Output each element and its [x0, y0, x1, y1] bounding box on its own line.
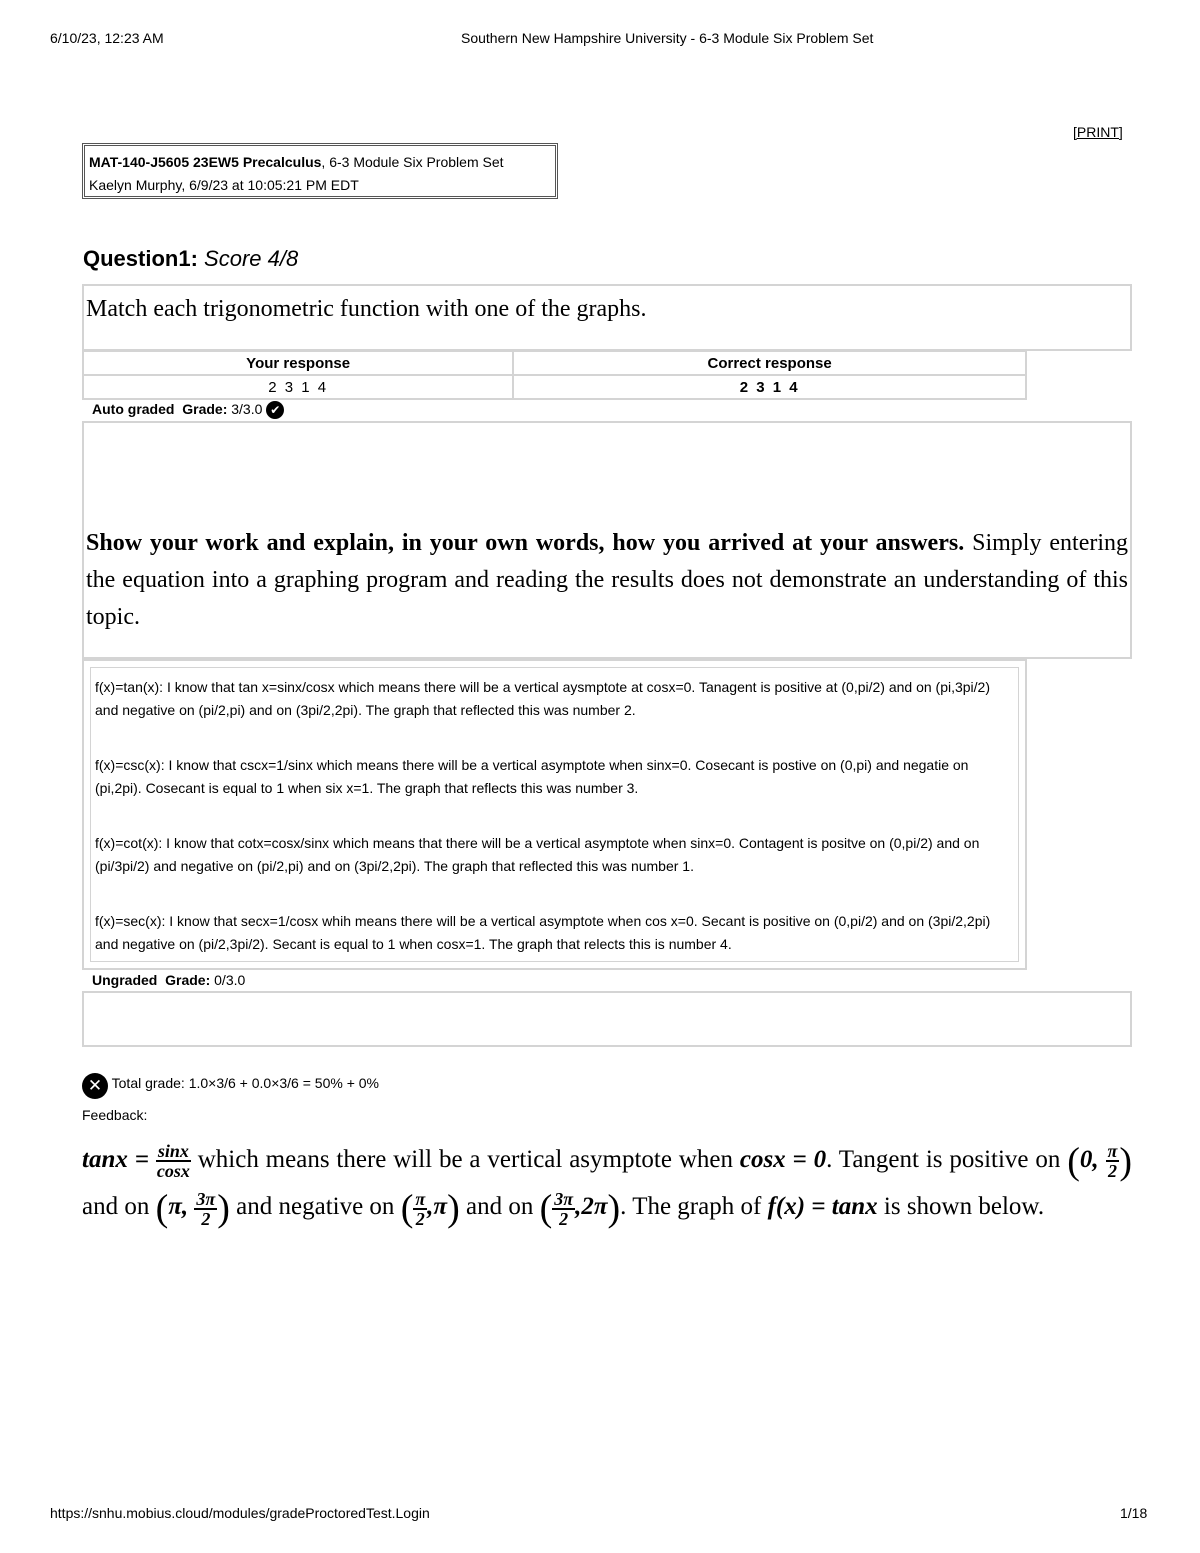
question-prompt: Match each trigonometric function with one of the graphs. — [82, 284, 1132, 351]
3pi-over-2-fraction: $\frac{3\pi}{2}$ — [196, 1188, 216, 1229]
ungraded-grade-value: 0/3.0 — [214, 972, 246, 988]
answer-paragraph: f(x)=tan(x): I know that tan x=sinx/cosx which means there will be a vertical aysmptote at cosx=0. Tanagent is positive at (0,pi/2) and on (pi,3pi/2) and negative on (pi/2,pi) and on (3pi/2,2pi). The graph that reflected this was number 2. — [95, 679, 991, 718]
grader-comment-box — [82, 991, 1132, 1047]
show-work-instructions — [82, 421, 1132, 659]
auto-grade-line — [92, 401, 284, 419]
auto-grade-value: 3/3.0 — [231, 401, 263, 417]
course-name: MAT-140-J5605 23EW5 Precalculus — [89, 154, 322, 170]
student-answer-box — [82, 659, 1027, 970]
auto-graded-label: Auto graded — [92, 401, 175, 417]
3pi-over-2-fraction: $\frac{3\pi}{2}$ — [554, 1188, 574, 1229]
checkmark-icon: ✔ — [266, 401, 284, 419]
pi-over-2-fraction: $\frac{\pi}{2}$ — [415, 1188, 426, 1229]
show-work-bold: Show your work and explain, in your own words, how you arrived at your answers. — [86, 530, 965, 556]
correct-response-header: Correct response — [513, 351, 1026, 375]
incorrect-x-icon: ✕ — [82, 1073, 108, 1099]
total-grade-text: Total grade: 1.0×3/6 + 0.0×3/6 = 50% + 0% — [111, 1075, 380, 1091]
show-work-rest: Simply entering the equation into a graphing program and reading the results does not demonstrate an understanding of this topic. — [86, 530, 1129, 630]
ungraded-line — [92, 972, 245, 988]
pi-over-2-fraction: $\frac{\pi}{2}$ — [1107, 1141, 1118, 1182]
print-page-title: Southern New Hampshire University - 6-3 Module Six Problem Set — [461, 30, 874, 46]
grade-label: Grade: — [165, 972, 211, 988]
student-line: Kaelyn Murphy, 6/9/23 at 10:05:21 PM EDT — [89, 177, 359, 193]
answer-paragraph: f(x)=csc(x): I know that cscx=1/sinx which means there will be a vertical asymptote when sinx=0. Cosecant is postive on (0,pi) and negatie on (pi,2pi). Cosecant is equal to 1 when six x=1. The graph that reflects this was number 3. — [95, 757, 969, 796]
ungraded-label: Ungraded — [92, 972, 158, 988]
answer-paragraph: f(x)=cot(x): I know that cotx=cosx/sinx which means that there will be a vertical asymptote when sinx=0. Contagent is positve on (0,pi/2) and on (pi/3pi/2) and negative on (pi/2,pi) and on (3pi/2,2pi). The graph that reflected this was number 1. — [95, 835, 980, 874]
assignment-name: , 6-3 Module Six Problem Set — [321, 154, 504, 170]
correct-response-value: 2 3 1 4 — [513, 375, 1026, 399]
question-label: Question1 — [83, 246, 191, 271]
print-link[interactable]: [PRINT] — [1073, 124, 1123, 140]
feedback-label: Feedback: — [82, 1107, 148, 1123]
question-score: Score 4/8 — [204, 246, 299, 271]
course-info-box — [82, 143, 558, 199]
feedback-text: tanx = $\frac{\sin x}{\cos x}$ which means there will be a vertical asymptote when cosx = 0. Tangent is positive on (0, $\frac{\pi}{2}$ ) and on (π, $\frac{3\pi}{2}$ ) and negative on ( $\frac{\pi}{2}$ ,π) and on ( $\frac{3\pi}{2}$ ,2π). The graph of f(x) = tanx is shown below. — [82, 1140, 1133, 1230]
your-response-header: Your response — [83, 351, 513, 375]
total-grade-line — [82, 1073, 379, 1099]
sin-over-cos-fraction: $\frac{\sin x}{\cos x}$ — [156, 1141, 190, 1182]
your-response-value: 2 3 1 4 — [83, 375, 513, 399]
answer-paragraph: f(x)=sec(x): I know that secx=1/cosx whih means there will be a vertical asymptote when cos x=0. Secant is positive on (0,pi/2) and on (3pi/2,2pi) and negative on (pi/2,3pi/2). Secant is equal to 1 when cosx=1. The graph that relects this is number 4. — [95, 913, 991, 952]
grade-label: Grade: — [182, 401, 228, 417]
question-heading: Question1: Score 4/8 — [83, 246, 299, 271]
response-table — [82, 350, 1027, 400]
print-url: https://snhu.mobius.cloud/modules/gradeProctoredTest.Login — [50, 1505, 430, 1521]
print-page-number: 1/18 — [1120, 1505, 1148, 1521]
print-datetime: 6/10/23, 12:23 AM — [50, 30, 164, 46]
student-answer-text — [90, 667, 1019, 962]
